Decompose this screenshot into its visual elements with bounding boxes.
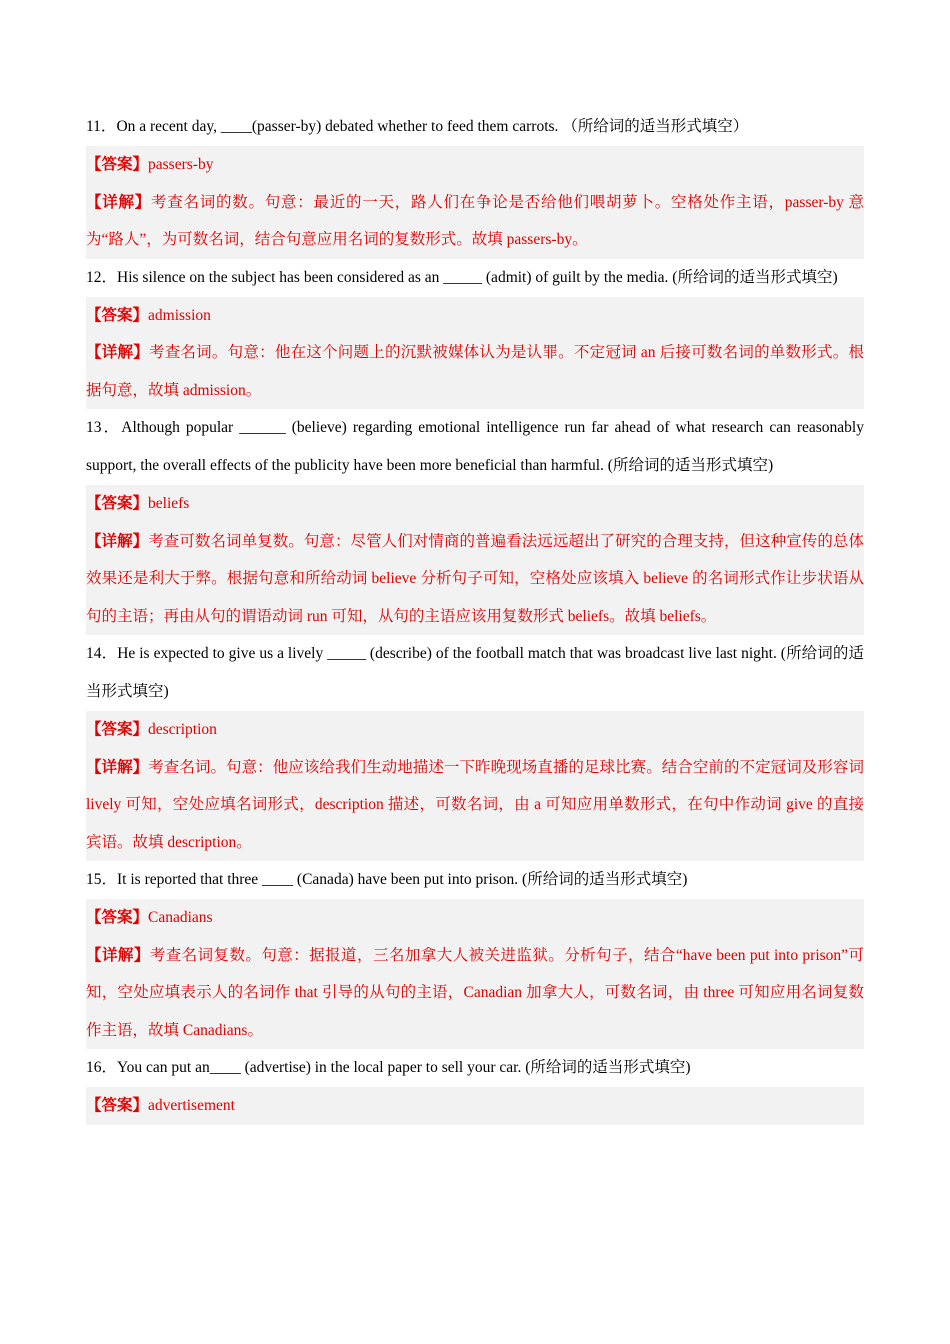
- answer-line: [86, 1087, 864, 1125]
- question-12: [86, 259, 864, 297]
- explanation: [86, 523, 864, 636]
- explanation: [86, 184, 864, 259]
- answer-text: advertisement: [148, 1097, 235, 1114]
- question-15: [86, 861, 864, 899]
- question-16: [86, 1049, 864, 1087]
- question-text: Although popular ______ (believe) regarding emotional intelligence run far ahead of what research can reasonably support, the overall effects of the publicity have been more beneficial than harmful. (所给词的适当形式填空): [86, 419, 864, 474]
- question-text: It is reported that three ____ (Canada) have been put into prison. (所给词的适当形式填空): [117, 871, 688, 888]
- answer-line: [86, 297, 864, 335]
- question-text: He is expected to give us a lively _____ (describe) of the football match that was broadcast live last night. (所给词的适当形式填空): [86, 645, 864, 700]
- answer-line: [86, 711, 864, 749]
- question-number: 14．: [86, 645, 118, 662]
- answer-tag: 【答案】: [86, 721, 149, 738]
- answer-block-11: [86, 146, 864, 259]
- explain-tag: 【详解】: [86, 946, 150, 964]
- question-number: 11．: [86, 118, 117, 135]
- answer-line: [86, 899, 864, 937]
- explain-tag: 【详解】: [86, 532, 149, 550]
- answer-line: [86, 485, 864, 523]
- explain-tag: 【详解】: [86, 758, 149, 776]
- question-number: 16．: [86, 1059, 118, 1076]
- answer-tag: 【答案】: [86, 156, 149, 173]
- answer-text: description: [148, 721, 217, 738]
- explain-text: 考查名词的数。句意：最近的一天，路人们在争论是否给他们喂胡萝卜。空格处作主语，passer-by 意为“路人”，为可数名词，结合句意应用名词的复数形式。故填 passers-by。: [86, 193, 864, 248]
- question-number: 12．: [86, 268, 118, 286]
- question-number: 13．: [86, 419, 122, 436]
- answer-text: Canadians: [148, 909, 213, 926]
- answer-line: [86, 146, 864, 184]
- answer-block-16: [86, 1087, 864, 1125]
- question-11: [86, 108, 864, 146]
- explain-text: 考查可数名词单复数。句意：尽管人们对情商的普遍看法远远超出了研究的合理支持，但这种宣传的总体效果还是利大于弊。根据句意和所给动词 believe 分析句子可知，空格处应该填入 believe 的名词形式作让步状语从句的主语；再由从句的谓语动词 run 可知，从句的主语应该用复数形式 beliefs。故填 beliefs。: [86, 532, 864, 625]
- explanation: [86, 749, 864, 862]
- answer-text: beliefs: [148, 495, 190, 512]
- answer-tag: 【答案】: [86, 495, 149, 512]
- explain-tag: 【详解】: [86, 344, 149, 361]
- question-text: His silence on the subject has been considered as an _____ (admit) of guilt by the media. (所给词的适当形式填空): [117, 268, 838, 286]
- question-text: You can put an____ (advertise) in the local paper to sell your car. (所给词的适当形式填空): [117, 1059, 691, 1076]
- question-14: [86, 635, 864, 711]
- explanation: [86, 334, 864, 409]
- question-text: On a recent day, ____(passer-by) debated whether to feed them carrots. （所给词的适当形式填空）: [116, 118, 749, 135]
- explain-tag: 【详解】: [86, 193, 152, 211]
- explanation: [86, 937, 864, 1050]
- answer-text: admission: [148, 306, 211, 324]
- answer-block-15: [86, 899, 864, 1049]
- answer-tag: 【答案】: [86, 909, 149, 926]
- answer-block-13: [86, 485, 864, 635]
- answer-tag: 【答案】: [86, 306, 149, 324]
- question-13: [86, 409, 864, 485]
- document-page: [86, 108, 864, 1125]
- explain-text: 考查名词。句意：他应该给我们生动地描述一下昨晚现场直播的足球比赛。结合空前的不定冠词及形容词 lively 可知，空处应填名词形式，description 描述，可数名词，由 a 可知应用单数形式，在句中作动词 give 的直接宾语。故填 description。: [86, 758, 864, 851]
- answer-text: passers-by: [148, 156, 214, 173]
- answer-tag: 【答案】: [86, 1097, 149, 1114]
- answer-block-14: [86, 711, 864, 861]
- explain-text: 考查名词复数。句意：据报道，三名加拿大人被关进监狱。分析句子，结合“have been put into prison”可知，空处应填表示人的名词作 that 引导的从句的主语，Canadian 加拿大人，可数名词，由 three 可知应用名词复数作主语，故填 Canadians。: [86, 946, 864, 1039]
- question-number: 15．: [86, 871, 118, 888]
- answer-block-12: [86, 297, 864, 410]
- explain-text: 考查名词。句意：他在这个问题上的沉默被媒体认为是认罪。不定冠词 an 后接可数名词的单数形式。根据句意，故填 admission。: [86, 344, 864, 399]
